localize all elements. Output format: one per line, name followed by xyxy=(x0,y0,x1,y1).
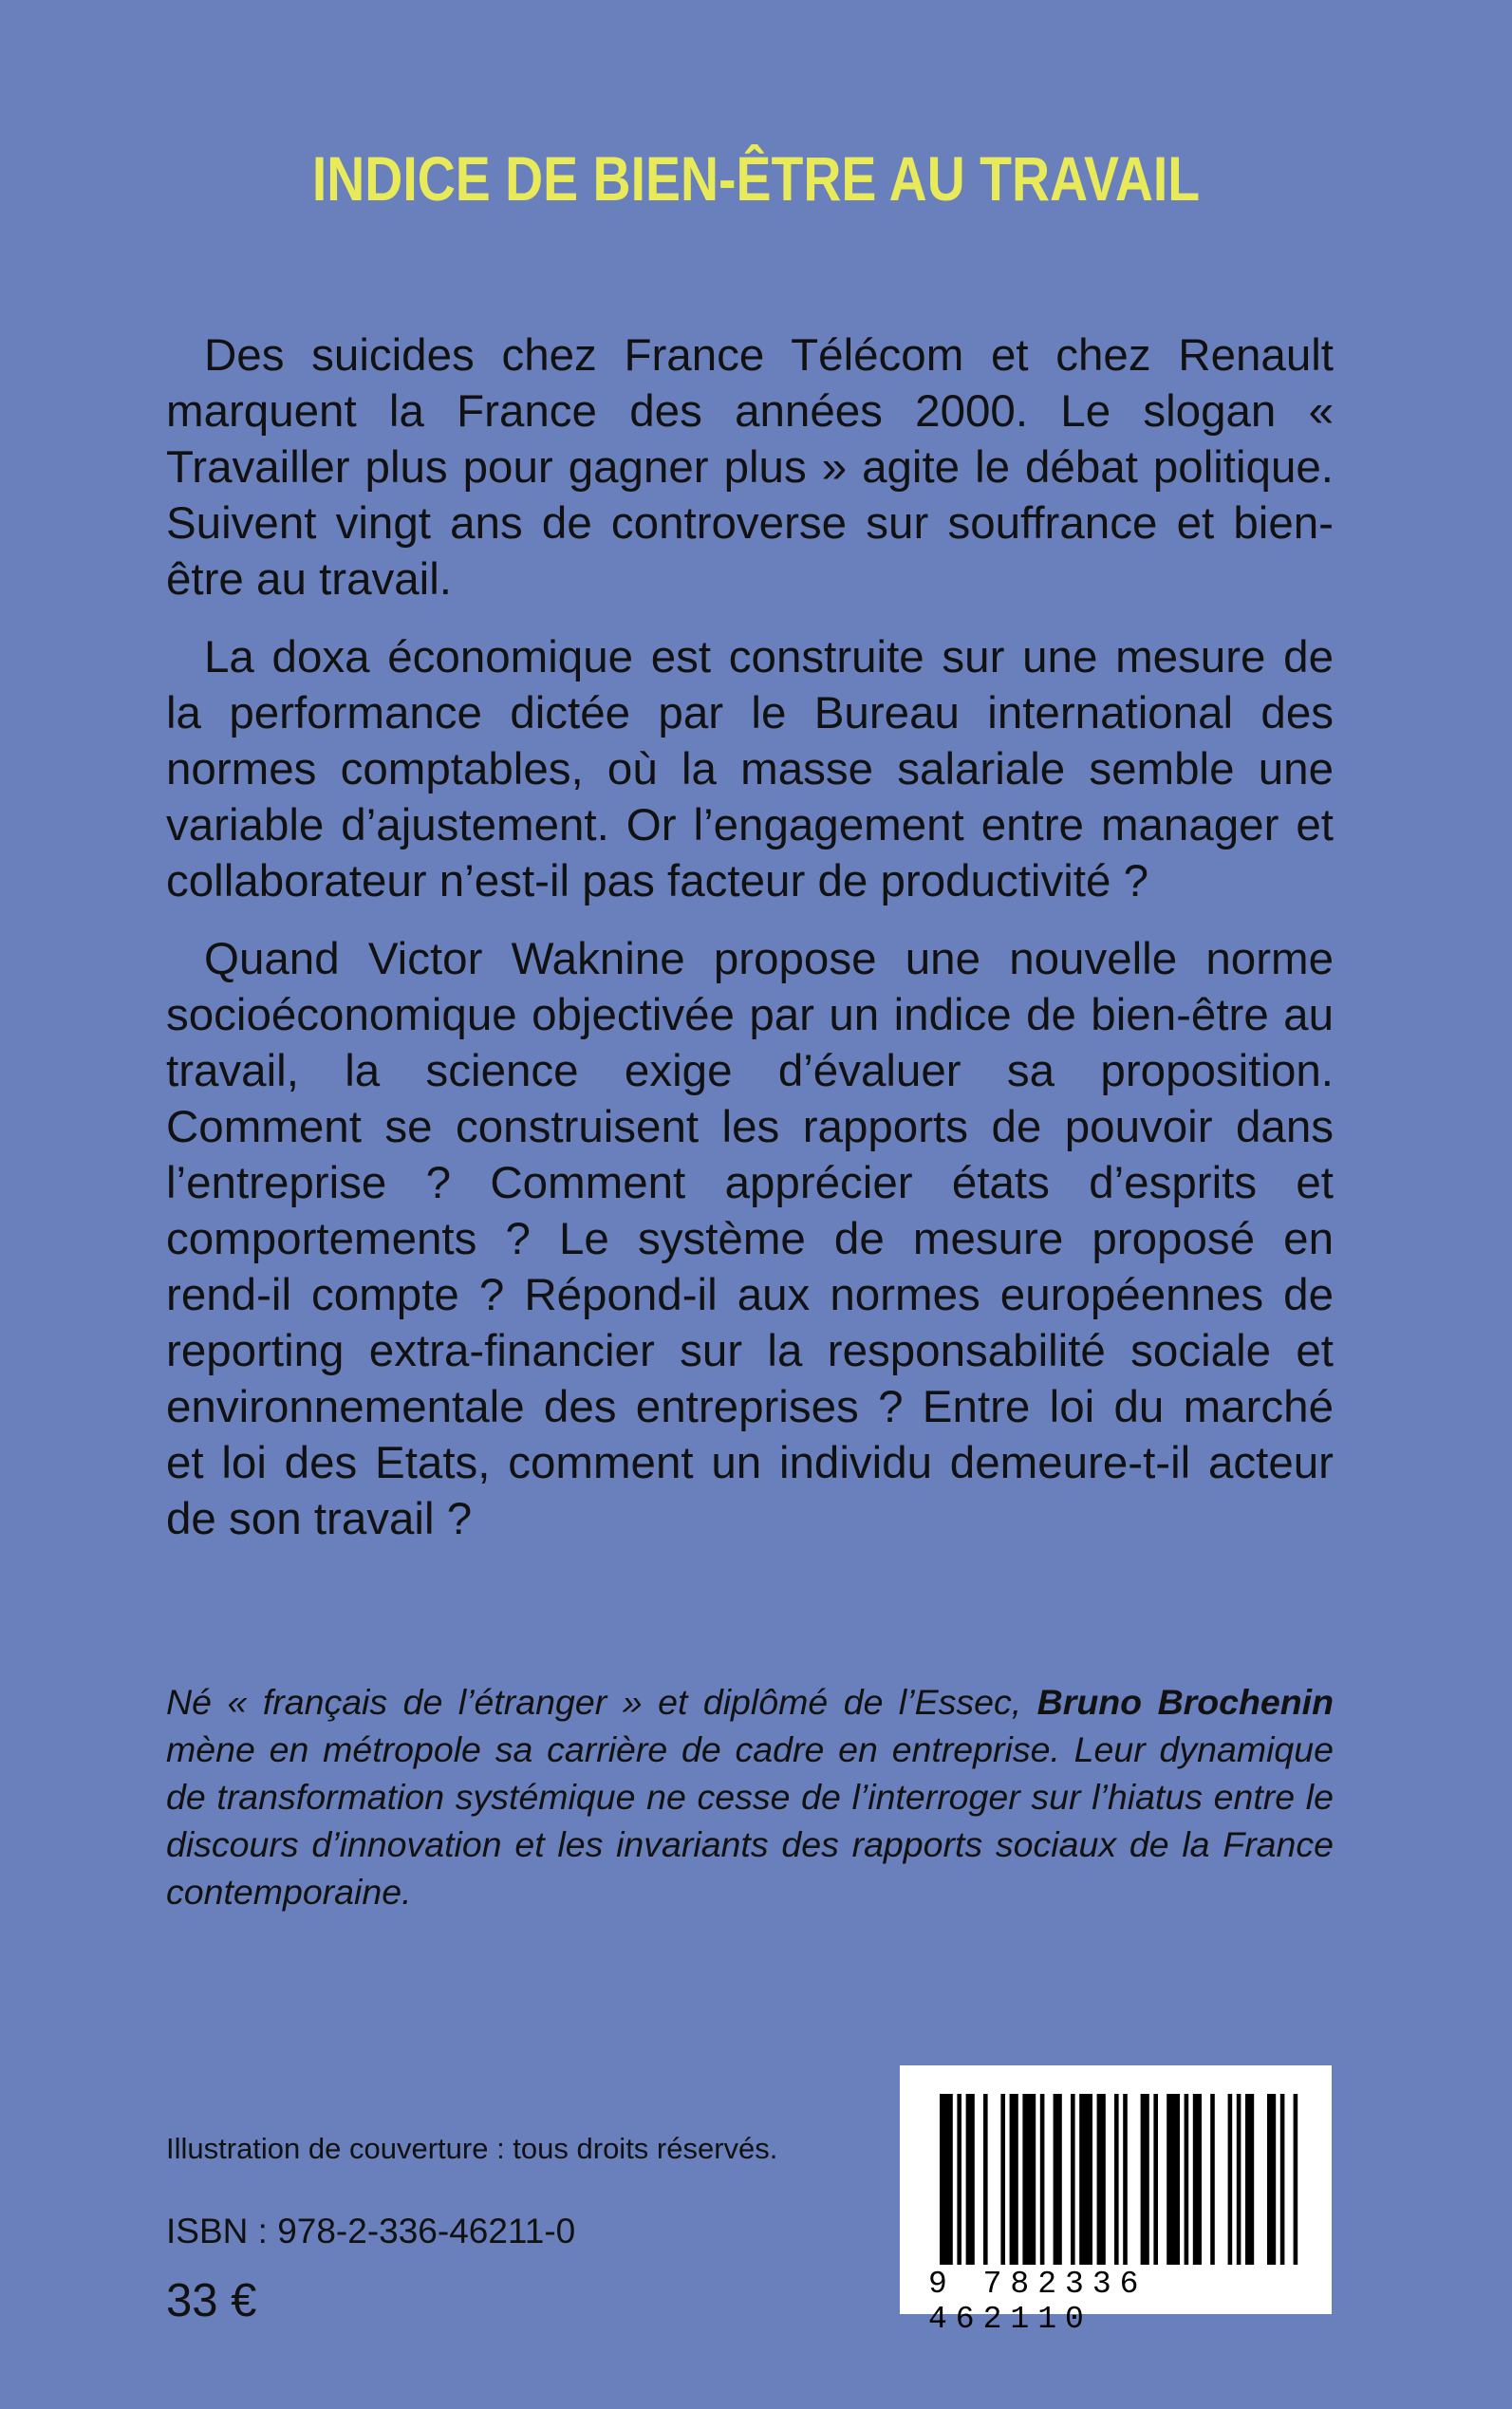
author-bio xyxy=(166,1678,1334,1915)
barcode-bar xyxy=(1022,2094,1036,2265)
book-title: INDICE DE BIEN-ÊTRE AU TRAVAIL xyxy=(311,143,1201,214)
author-name: Bruno Brochenin xyxy=(1036,1682,1334,1722)
isbn: ISBN : 978-2-336-46211-0 xyxy=(166,2212,576,2250)
blurb-paragraph-2: La doxa économique est construite sur une mesure de la performance dictée par le Bureau international des normes comptables, où la masse salariale semble une variable d’ajustement. Or l’engagement entre manager et collaborateur n’est-il pas facteur de productivité ? xyxy=(166,632,1334,906)
bio-rest: mène en métropole sa carrière de cadre en entreprise. Leur dynamique de transformation systémique ne cesse de l’interroger sur l’hiatus entre le discours d’innovation et les invariants des rapports sociaux de la France contemporaine. xyxy=(166,1729,1334,1912)
barcode-bar xyxy=(1193,2094,1202,2265)
barcode-bar xyxy=(1000,2094,1005,2265)
barcode-bar xyxy=(1054,2094,1062,2265)
barcode-bar xyxy=(1210,2094,1215,2265)
barcode-bar xyxy=(1114,2094,1119,2265)
barcode-bar xyxy=(1294,2094,1298,2265)
barcode-bar xyxy=(966,2094,975,2265)
blurb xyxy=(166,327,1334,1569)
bio-intro: Né « français de l’étranger » et diplômé de l’Essec, xyxy=(166,1682,1037,1722)
barcode-bar xyxy=(1237,2094,1241,2265)
barcode-bars xyxy=(900,2065,1332,2269)
price: 33 € xyxy=(166,2275,257,2326)
barcode-bar xyxy=(957,2094,961,2265)
barcode-digits: 9 782336 462110 xyxy=(928,2267,1148,2337)
barcode-bar xyxy=(1010,2094,1018,2265)
barcode-bar xyxy=(940,2094,953,2265)
barcode-bar xyxy=(1167,2094,1180,2265)
cover-credit: Illustration de couverture : tous droits réservés. xyxy=(166,2132,778,2165)
barcode-bar xyxy=(1071,2094,1075,2265)
barcode-bar xyxy=(1228,2094,1233,2265)
barcode-bar xyxy=(1097,2094,1106,2265)
blurb-paragraph-1: Des suicides chez France Télécom et chez Renault marquent la France des années 2000. Le slogan « Travailler plus pour gagner plus » agite le débat politique. Suivent vingt ans de controverse sur souffrance et bien- être au travail. xyxy=(166,330,1334,605)
barcode-bar xyxy=(983,2094,988,2265)
barcode-bar xyxy=(1185,2094,1189,2265)
barcode-bar xyxy=(1079,2094,1092,2265)
barcode-bar xyxy=(1040,2094,1045,2265)
barcode xyxy=(900,2065,1332,2337)
blurb-paragraph-3: Quand Victor Waknine propose une nouvelle norme socioéconomique objectivée par un indice de bien-être au travail, la science exige d’évaluer sa proposition. Comment se construisent les rapports de pouvoir dans l’entreprise ? Comment apprécier états d’esprits et comportements ? Le système de mesure proposé en rend-il compte ? Répond-il aux normes européennes de reporting extra-financier sur la responsabilité sociale et environnementale des entreprises ? Entre loi du marché et loi des Etats, comment un individu demeure-t-il acteur de son travail ? xyxy=(166,934,1334,1544)
barcode-bar xyxy=(1141,2094,1149,2265)
barcode-bar xyxy=(1267,2094,1276,2265)
barcode-bar xyxy=(1245,2094,1254,2265)
barcode-bar xyxy=(1123,2094,1128,2265)
barcode-bar xyxy=(1153,2094,1158,2265)
barcode-bar xyxy=(1280,2094,1285,2265)
